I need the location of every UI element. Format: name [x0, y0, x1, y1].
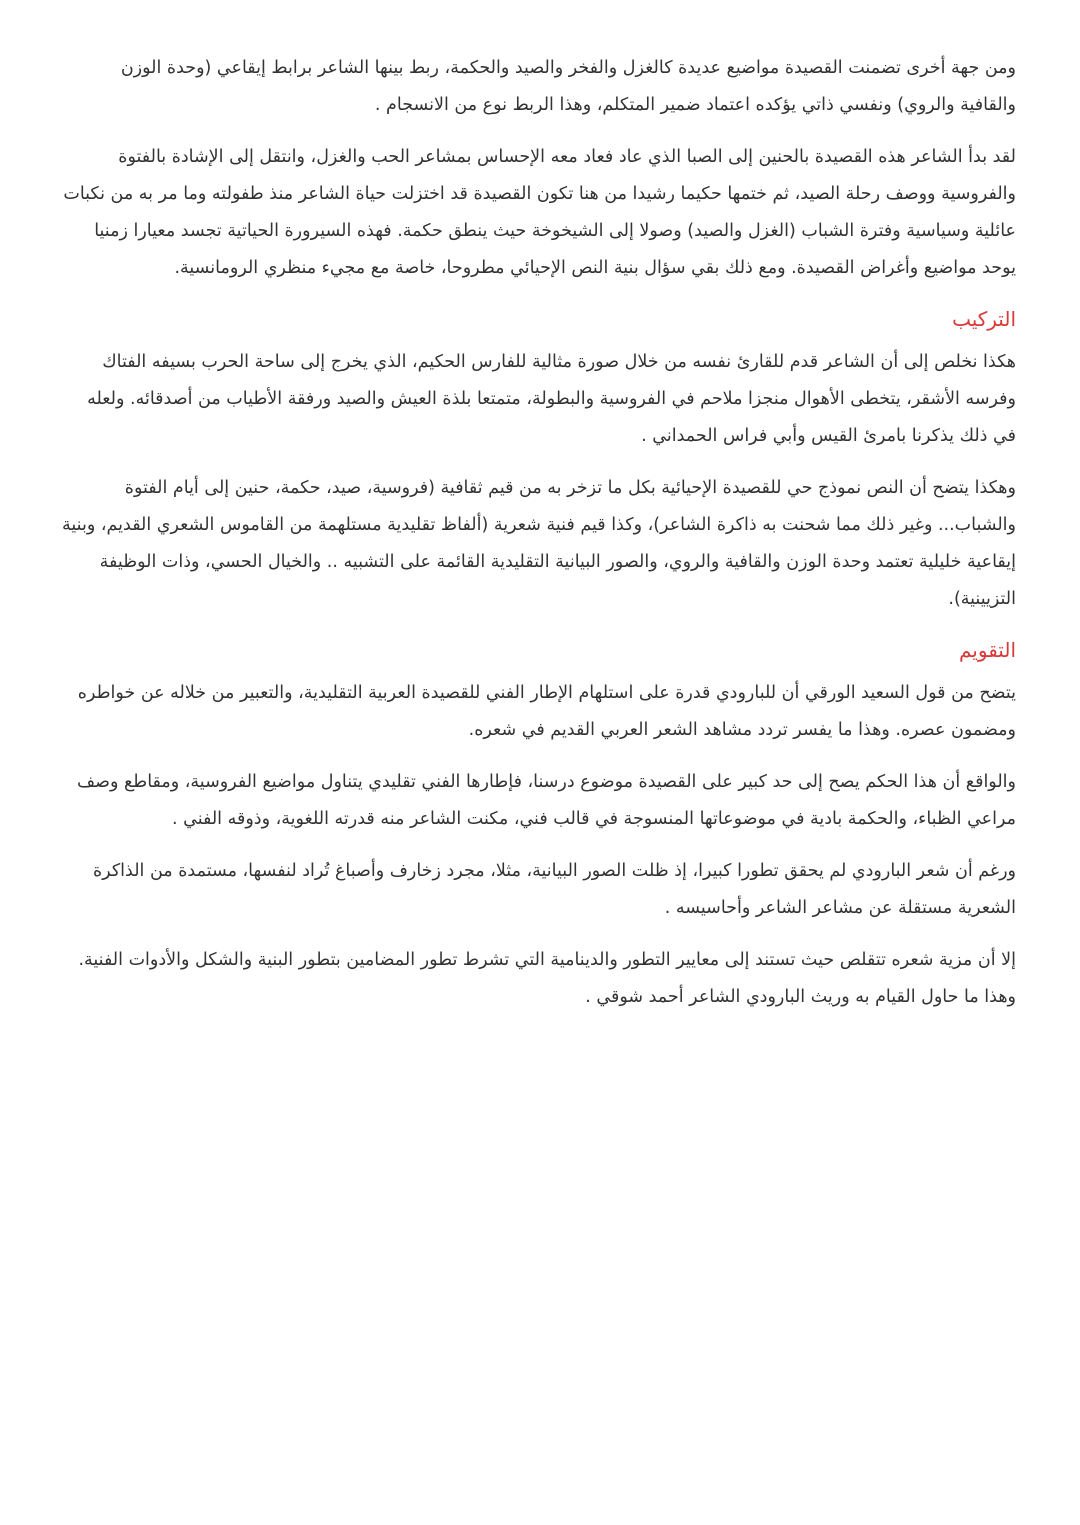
paragraph-taqwim-3: ورغم أن شعر البارودي لم يحقق تطورا كبيرا، إذ ظلت الصور البيانية، مثلا، مجرد زخارف وأصباغ تُراد لنفسها، مستمدة من الذاكرة الشعرية مستقلة عن مشاعر الشاعر وأحاسيسه .: [93, 861, 1016, 918]
paragraph-structure-of-poem: لقد بدأ الشاعر هذه القصيدة بالحنين إلى الصبا الذي عاد فعاد معه الإحساس بمشاعر الحب والغزل، وانتقل إلى الإشادة بالفتوة والفروسية ووصف رحلة الصيد، ثم ختمها حكيما رشيدا من هنا تكون القصيدة قد اختزلت حياة الشاعر منذ طفولته وما مر به من نكبات عائلية وسياسية وفترة الشباب (الغزل والصيد) وصولا إلى الشيخوخة حيث ينطق حكمة. فهذه السيرورة الحياتية تجسد معيارا زمنيا يوحد مواضيع وأغراض القصيدة. ومع ذلك بقي سؤال بنية النص الإحيائي مطروحا، خاصة مع مجيء منظري الرومانسية.: [63, 147, 1016, 278]
paragraph-tarkib-1: هكذا نخلص إلى أن الشاعر قدم للقارئ نفسه من خلال صورة مثالية للفارس الحكيم، الذي يخرج إلى ساحة الحرب بسيفه الفتاك وفرسه الأشقر، يتخطى الأهوال منجزا ملاحم في الفروسية والبطولة، متمتعا بلذة العيش والصيد ورفقة الأطياب من أصدقائه. ولعله في ذلك يذكرنا بامرئ القيس وأبي فراس الحمداني .: [87, 352, 1016, 446]
paragraph-themes: ومن جهة أخرى تضمنت القصيدة مواضيع عديدة كالغزل والفخر والصيد والحكمة، ربط بينها الشاعر برابط إيقاعي (وحدة الوزن والقافية والروي) ونفسي ذاتي يؤكده اعتماد ضمير المتكلم، وهذا الربط نوع من الانسجام .: [120, 58, 1016, 115]
paragraph-taqwim-1: يتضح من قول السعيد الورقي أن للبارودي قدرة على استلهام الإطار الفني للقصيدة العربية التقليدية، والتعبير من خلاله عن خواطره ومضمون عصره. وهذا ما يفسر تردد مشاهد الشعر العربي القديم في شعره.: [77, 683, 1016, 740]
section-heading-tarkib: التركيب: [952, 307, 1016, 331]
section-heading-taqwim: التقويم: [958, 638, 1016, 662]
article-body: [60, 50, 1016, 1031]
paragraph-tarkib-2: وهكذا يتضح أن النص نموذج حي للقصيدة الإحيائية بكل ما تزخر به من قيم ثقافية (فروسية، صيد، حكمة، حنين إلى أيام الفتوة والشباب... وغير ذلك مما شحنت به ذاكرة الشاعر)، وكذا قيم فنية شعرية (ألفاظ تقليدية مستلهمة من القاموس الشعري القديم، وبنية إيقاعية خليلية تعتمد وحدة الوزن والقافية والروي، والصور البيانية التقليدية القائمة على التشبيه .. والخيال الحسي، وذات الوظيفة التزيينية).: [62, 478, 1016, 609]
paragraph-taqwim-4: إلا أن مزية شعره تتقلص حيث تستند إلى معايير التطور والدينامية التي تشرط تطور المضامين بتطور البنية والشكل والأدوات الفنية. وهذا ما حاول القيام به وريث البارودي الشاعر أحمد شوقي .: [78, 950, 1016, 1007]
paragraph-taqwim-2: والواقع أن هذا الحكم يصح إلى حد كبير على القصيدة موضوع درسنا، فإطارها الفني تقليدي يتناول مواضيع الفروسية، ومقاطع وصف مراعي الظباء، والحكمة بادية في موضوعاتها المنسوجة في قالب فني، مكنت الشاعر منه قدرته اللغوية، وذوقه الفني .: [76, 772, 1016, 829]
